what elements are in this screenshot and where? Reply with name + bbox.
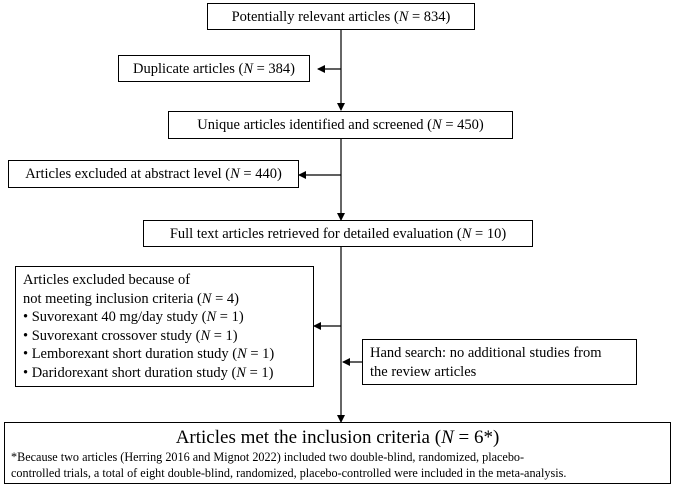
final-note-line2: controlled trials, a total of eight double-blind, randomized, placebo-controlled were included in the meta-analysis. [11,466,567,480]
full-text-text: Full text articles retrieved for detailed evaluation (N = 10) [169,225,507,242]
excluded-item: • Suvorexant 40 mg/day study (N = 1) [23,309,244,325]
final-included-box [4,422,671,484]
hand-search-line2: the review articles [370,363,477,380]
potentially-relevant-box [207,3,475,30]
excluded-abstract-box [8,160,299,188]
final-note-line1: *Because two articles (Herring 2016 and Mignot 2022) included two double-blind, randomized, placebo- [11,450,525,464]
hand-search-line1: Hand search: no additional studies from [370,345,602,361]
excluded-item: • Suvorexant crossover study (N = 1) [23,327,238,344]
final-included-note [5,447,670,481]
full-text-box [143,220,533,247]
excluded-abstract-text: Articles excluded at abstract level (N = 440) [25,166,282,182]
excluded-criteria-line2: not meeting inclusion criteria (N = 4) [23,290,239,307]
duplicate-articles-text: Duplicate articles (N = 384) [133,60,295,77]
excluded-criteria-line1: Articles excluded because of [23,272,191,288]
duplicate-articles-box [118,55,310,82]
hand-search-box [362,339,637,385]
potentially-relevant-text: Potentially relevant articles (N = 834) [231,8,451,25]
excluded-criteria-box [15,266,314,387]
unique-articles-box [168,111,513,139]
final-included-title: Articles met the inclusion criteria (N = 6*) [175,427,500,448]
excluded-item: • Daridorexant short duration study (N = 1) [23,364,274,381]
unique-articles-text: Unique articles identified and screened (N = 450) [197,117,484,133]
excluded-item: • Lemborexant short duration study (N = 1) [23,346,275,362]
